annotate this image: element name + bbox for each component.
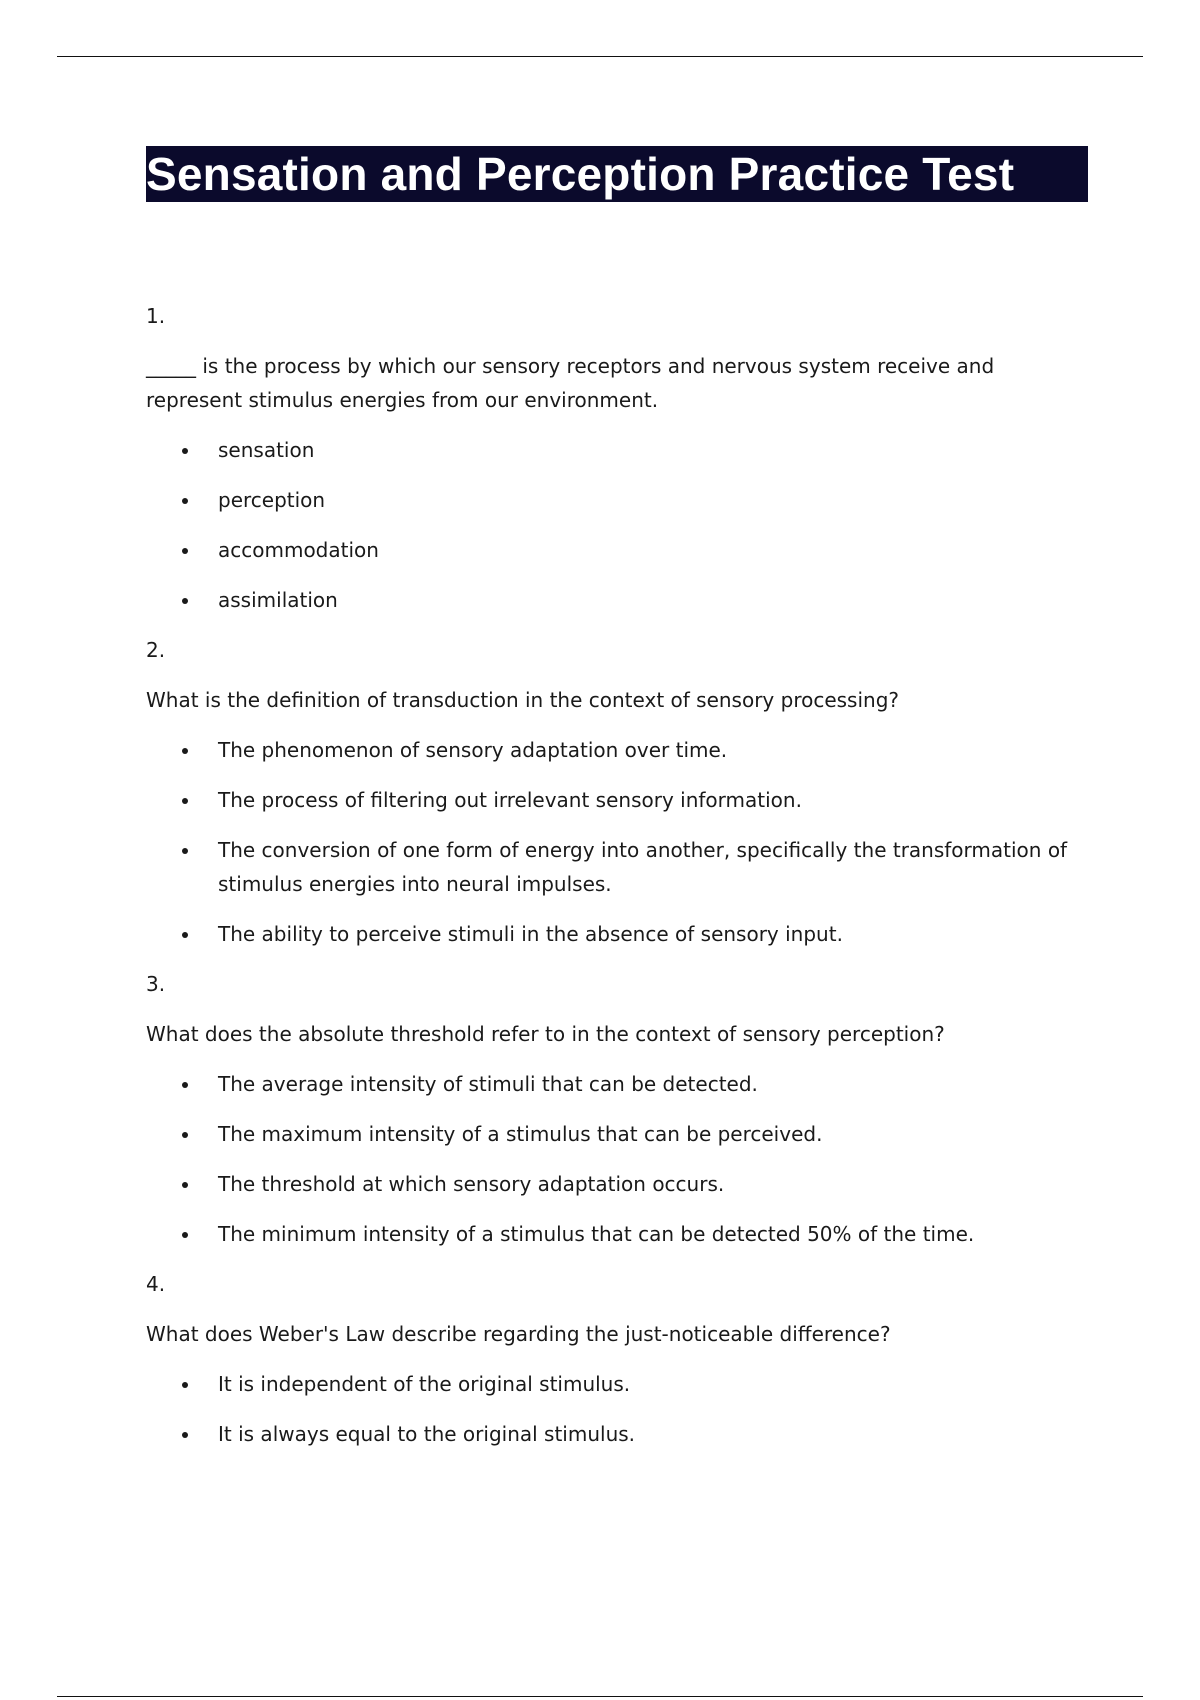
question-number: 2. [146, 638, 166, 662]
question-1 [146, 299, 1086, 617]
bottom-rule [57, 1696, 1143, 1697]
bullet-icon [182, 548, 188, 554]
question-text: What does the absolute threshold refer to in the context of sensory perception? [146, 1022, 945, 1046]
answer-option[interactable] [146, 1167, 1086, 1201]
question-3 [146, 967, 1086, 1251]
page-title: Sensation and Perception Practice Test [146, 148, 1015, 200]
answer-options [146, 733, 1086, 951]
bullet-icon [182, 748, 188, 754]
answer-options [146, 1067, 1086, 1251]
answer-option[interactable] [146, 583, 1086, 617]
answer-option[interactable] [146, 1417, 1086, 1451]
bullet-icon [182, 798, 188, 804]
answer-option-label: It is independent of the original stimulus. [218, 1372, 631, 1396]
answer-option[interactable] [146, 917, 1086, 951]
bullet-icon [182, 498, 188, 504]
bullet-icon [182, 1082, 188, 1088]
bullet-icon [182, 1182, 188, 1188]
question-text: What is the definition of transduction in the context of sensory processing? [146, 688, 900, 712]
question-2 [146, 633, 1086, 951]
answer-option[interactable] [146, 433, 1086, 467]
answer-option-label: The minimum intensity of a stimulus that can be detected 50% of the time. [218, 1222, 975, 1246]
bullet-icon [182, 848, 188, 854]
bullet-icon [182, 1132, 188, 1138]
top-rule [57, 56, 1143, 57]
answer-option-label: The ability to perceive stimuli in the absence of sensory input. [218, 922, 843, 946]
answer-option[interactable] [146, 1067, 1086, 1101]
question-text: What does Weber's Law describe regarding the just-noticeable difference? [146, 1322, 891, 1346]
answer-option-label: The process of filtering out irrelevant sensory information. [218, 788, 802, 812]
answer-option[interactable] [146, 483, 1086, 517]
bullet-icon [182, 598, 188, 604]
bullet-icon [182, 1432, 188, 1438]
question-text: _____ is the process by which our sensory receptors and nervous system receive and represent stimulus energies from our environment. [146, 354, 995, 412]
answer-option[interactable] [146, 783, 1086, 817]
answer-option-label: It is always equal to the original stimulus. [218, 1422, 636, 1446]
answer-option[interactable] [146, 1117, 1086, 1151]
question-number: 4. [146, 1272, 166, 1296]
bullet-icon [182, 1382, 188, 1388]
answer-option[interactable] [146, 1217, 1086, 1251]
bullet-icon [182, 448, 188, 454]
question-number: 1. [146, 304, 166, 328]
answer-option-label: assimilation [218, 588, 338, 612]
answer-option[interactable] [146, 733, 1086, 767]
question-4 [146, 1267, 1086, 1451]
answer-option-label: The maximum intensity of a stimulus that can be perceived. [218, 1122, 823, 1146]
answer-options [146, 1367, 1086, 1451]
answer-option[interactable] [146, 1367, 1086, 1401]
answer-options [146, 433, 1086, 617]
answer-option[interactable] [146, 833, 1086, 901]
bullet-icon [182, 1232, 188, 1238]
answer-option-label: accommodation [218, 538, 379, 562]
question-list [146, 299, 1086, 1451]
bullet-icon [182, 932, 188, 938]
answer-option-label: sensation [218, 438, 315, 462]
answer-option-label: The conversion of one form of energy into another, specifically the transformation of stimulus energies into neural impulses. [218, 838, 1068, 896]
answer-option-label: The average intensity of stimuli that can be detected. [218, 1072, 758, 1096]
answer-option-label: perception [218, 488, 326, 512]
answer-option[interactable] [146, 533, 1086, 567]
answer-option-label: The phenomenon of sensory adaptation over time. [218, 738, 728, 762]
question-number: 3. [146, 972, 166, 996]
answer-option-label: The threshold at which sensory adaptation occurs. [218, 1172, 725, 1196]
